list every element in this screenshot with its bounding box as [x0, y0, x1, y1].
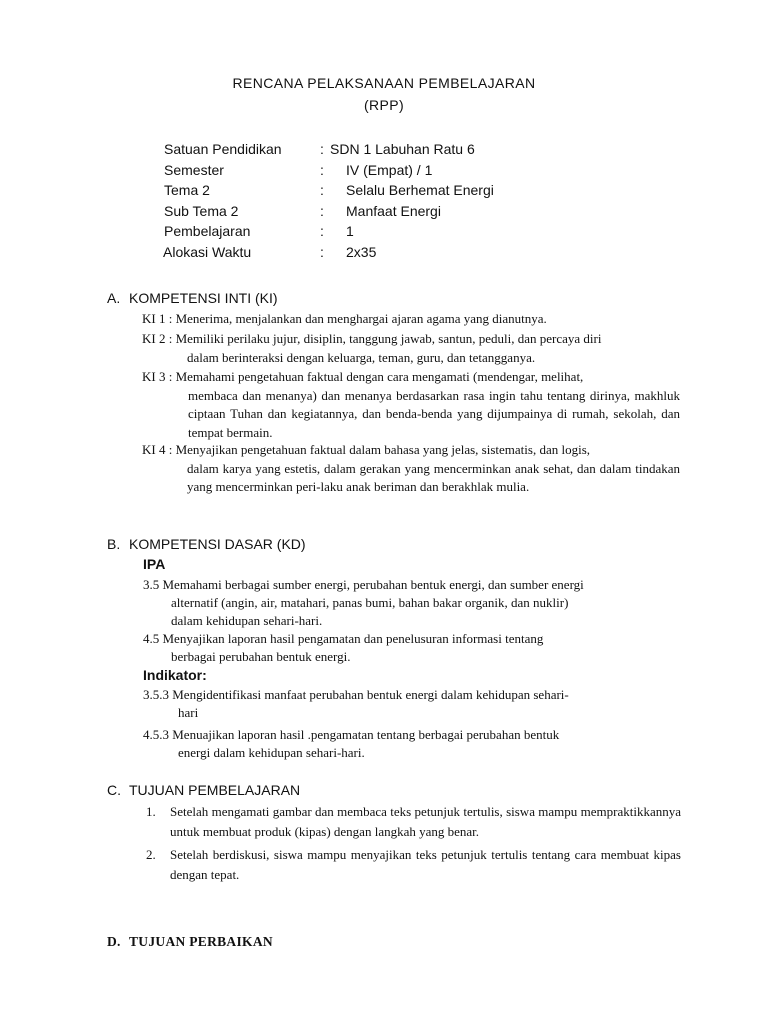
info-value: SDN 1 Labuhan Ratu 6: [330, 141, 475, 157]
kd-text-continued: dalam kehidupan sehari-hari.: [171, 613, 323, 628]
info-value: 1: [346, 223, 354, 239]
section-b-heading: [107, 536, 306, 552]
kd-item-4-5: [143, 630, 663, 666]
info-value: 2x35: [346, 244, 377, 260]
goal-text: Setelah mengamati gambar dan membaca teks petunjuk tertulis, siswa mampu mempraktikkannya untuk membuat produk (kipas) dengan langkah yang benar.: [170, 804, 681, 839]
ki-item-4: [142, 441, 680, 497]
section-title: TUJUAN PERBAIKAN: [129, 934, 273, 949]
goal-number: 2.: [146, 847, 156, 862]
kd-text: 3.5 Memahami berbagai sumber energi, perubahan bentuk energi, dan sumber energi: [143, 577, 584, 592]
info-colon: :: [320, 203, 324, 219]
ki-text: KI 1 : Menerima, menjalankan dan menghargai ajaran agama yang dianutnya.: [142, 311, 547, 326]
ki-item-2: [142, 330, 680, 367]
ki-text: KI 3 : Memahami pengetahuan faktual dengan cara mengamati (mendengar, melihat,: [142, 369, 584, 384]
info-colon: :: [320, 182, 324, 198]
section-letter: A.: [107, 290, 121, 306]
info-label: Tema 2: [164, 182, 210, 198]
section-a-heading: [107, 290, 278, 306]
info-value: IV (Empat) / 1: [346, 162, 433, 178]
indicator-item-2: [143, 726, 643, 762]
indicator-label: Indikator:: [143, 667, 207, 683]
info-label: Sub Tema 2: [164, 203, 239, 219]
section-letter: B.: [107, 536, 121, 552]
info-label: Satuan Pendidikan: [164, 141, 282, 157]
section-d-heading: [107, 934, 273, 950]
info-value: Selalu Berhemat Energi: [346, 182, 494, 198]
ki-text-continued: dalam berinteraksi dengan keluarga, teman, guru, dan tetangganya.: [187, 349, 536, 365]
info-colon: :: [320, 141, 324, 157]
indicator-text: 3.5.3 Mengidentifikasi manfaat perubahan bentuk energi dalam kehidupan sehari-: [143, 687, 569, 702]
ki-text-continued: dalam karya yang estetis, dalam gerakan yang mencerminkan anak sehat, dan dalam tindakan yang mencerminkan peri-laku anak beriman dan berakhlak mulia.: [187, 460, 680, 494]
info-colon: :: [320, 223, 324, 239]
kd-text-continued: berbagai perubahan bentuk energi.: [171, 649, 351, 664]
section-letter: D.: [107, 934, 121, 949]
indicator-text: 4.5.3 Menuajikan laporan hasil .pengamatan tentang berbagai perubahan bentuk: [143, 727, 560, 742]
section-title: KOMPETENSI INTI (KI): [129, 290, 278, 306]
info-colon: :: [320, 162, 324, 178]
ki-item-1: [142, 310, 680, 329]
kd-text-continued: alternatif (angin, air, matahari, panas bumi, bahan bakar organik, dan nuklir): [171, 595, 569, 610]
ki-text-continued: membaca dan menanya) dan menanya berdasarkan rasa ingin tahu tentang dirinya, makhluk ciptaan Tuhan dan kegiatannya, dan benda-benda yang dijumpainya di rumah, sekolah, dan tempat bermain.: [188, 387, 680, 440]
section-c-heading: [107, 782, 300, 798]
info-colon: :: [320, 244, 324, 260]
goal-item-1: [146, 802, 681, 842]
indicator-item-1: [143, 686, 643, 722]
ki-text: KI 4 : Menyajikan pengetahuan faktual dalam bahasa yang jelas, sistematis, dan logis,: [142, 442, 591, 457]
document-subtitle: (RPP): [363, 97, 405, 113]
ki-text: KI 2 : Memiliki perilaku jujur, disiplin, tanggung jawab, santun, peduli, dan percaya diri: [142, 331, 602, 346]
info-value: Manfaat Energi: [346, 203, 441, 219]
indicator-text-continued: energi dalam kehidupan sehari-hari.: [178, 745, 365, 760]
goal-number: 1.: [146, 804, 156, 819]
ki-item-3: [142, 368, 680, 442]
kd-text: 4.5 Menyajikan laporan hasil pengamatan dan penelusuran informasi tentang: [143, 631, 544, 646]
info-label: Semester: [164, 162, 224, 178]
subject-label: IPA: [143, 556, 166, 572]
indicator-text-continued: hari: [178, 705, 199, 720]
section-title: KOMPETENSI DASAR (KD): [129, 536, 306, 552]
kd-item-3-5: [143, 576, 663, 630]
info-label: Alokasi Waktu: [163, 244, 252, 260]
section-letter: C.: [107, 782, 121, 798]
info-label: Pembelajaran: [164, 223, 251, 239]
document-title: RENCANA PELAKSANAAN PEMBELAJARAN: [232, 75, 536, 91]
section-title: TUJUAN PEMBELAJARAN: [129, 782, 301, 798]
goal-item-2: [146, 845, 681, 885]
goal-text: Setelah berdiskusi, siswa mampu menyajikan teks petunjuk tertulis tentang cara membuat kipas dengan tepat.: [170, 847, 681, 882]
